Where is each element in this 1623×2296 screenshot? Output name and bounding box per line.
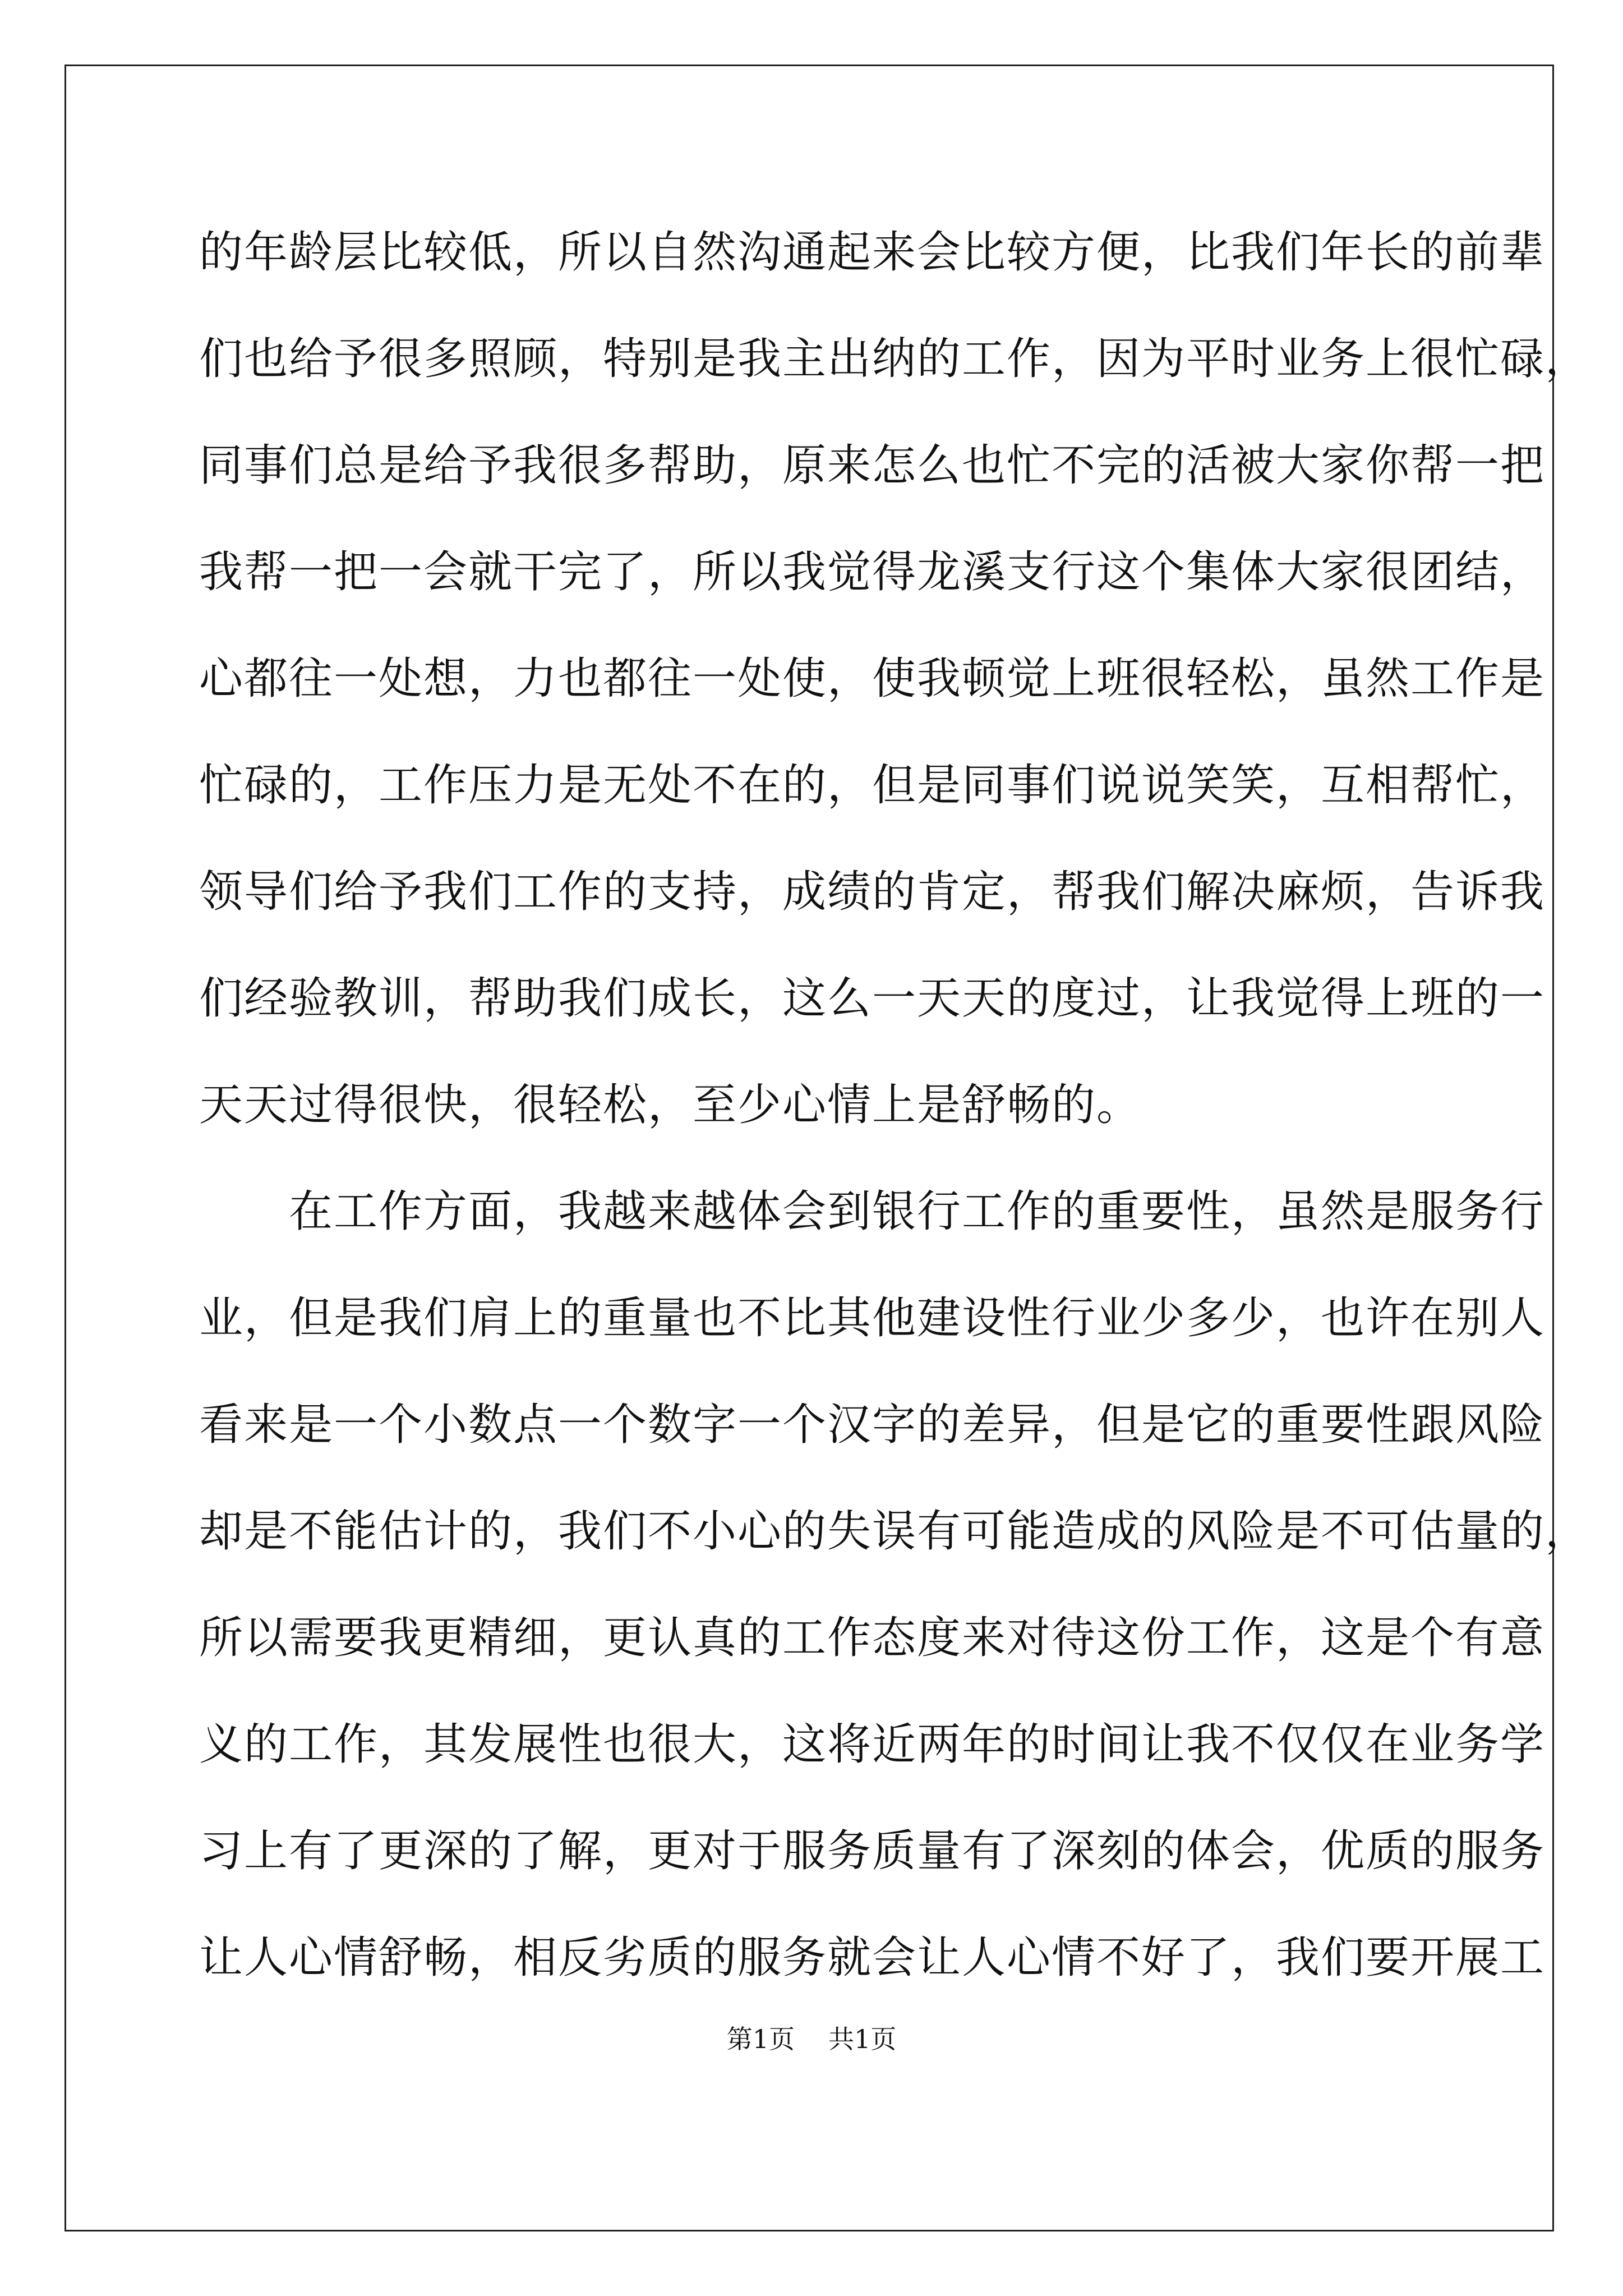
document-body [199, 216, 1590, 2028]
text-line-14: 所以需要我更精细，更认真的工作态度来对待这份工作，这是个有意 [199, 1613, 1546, 1663]
text-line-6: 忙碌的，工作压力是无处不在的，但是同事们说说笑笑，互相帮忙， [199, 760, 1546, 811]
text-line-13: 却是不能估计的，我们不小心的失误有可能造成的风险是不可估量的， [199, 1506, 1590, 1557]
page-footer [0, 2022, 1623, 2056]
text-line-8: 们经验教训，帮助我们成长，这么一天天的度过，让我觉得上班的一 [199, 973, 1546, 1024]
text-line-4: 我帮一把一会就干完了，所以我觉得龙溪支行这个集体大家很团结， [199, 547, 1546, 597]
text-line-10: 在工作方面，我越来越体会到银行工作的重要性，虽然是服务行 [199, 1186, 1546, 1237]
text-line-11: 业，但是我们肩上的重量也不比其他建设性行业少多少，也许在别人 [199, 1293, 1546, 1343]
text-line-5: 心都往一处想，力也都往一处使，使我顿觉上班很轻松，虽然工作是 [199, 654, 1546, 704]
text-line-15: 义的工作，其发展性也很大，这将近两年的时间让我不仅仅在业务学 [199, 1719, 1546, 1770]
text-line-12: 看来是一个小数点一个数字一个汉字的差异，但是它的重要性跟风险 [199, 1400, 1546, 1450]
text-line-3: 同事们总是给予我很多帮助，原来怎么也忙不完的活被大家你帮一把 [199, 440, 1546, 491]
text-line-17: 让人心情舒畅，相反劣质的服务就会让人心情不好了，我们要开展工 [199, 1932, 1546, 1983]
text-line-2: 们也给予很多照顾，特别是我主出纳的工作，因为平时业务上很忙碌， [199, 334, 1590, 384]
page-total: 共1页 [828, 2024, 897, 2054]
text-line-16: 习上有了更深的了解，更对于服务质量有了深刻的体会，优质的服务 [199, 1826, 1546, 1876]
text-line-9: 天天过得很快，很轻松，至少心情上是舒畅的。 [199, 1080, 1142, 1130]
text-line-1: 的年龄层比较低，所以自然沟通起来会比较方便，比我们年长的前辈 [199, 227, 1546, 278]
text-line-7: 领导们给予我们工作的支持，成绩的肯定，帮我们解决麻烦，告诉我 [199, 867, 1546, 917]
page-number: 第1页 [726, 2024, 795, 2054]
